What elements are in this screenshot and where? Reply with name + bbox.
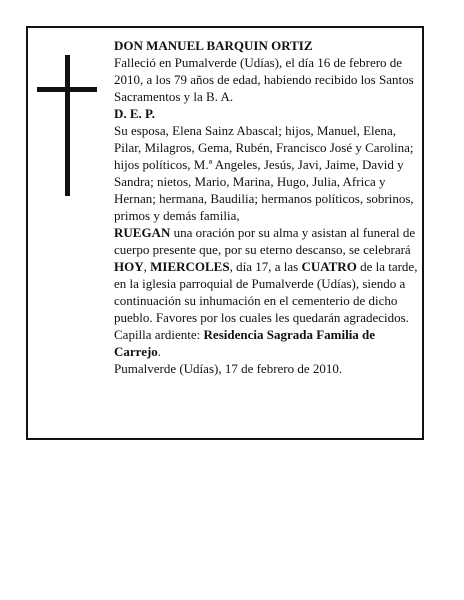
family-list: Su esposa, Elena Sainz Abascal; hijos, Manuel, Elena, Pilar, Milagros, Gema, Rubén, Francisco José y Carolina; hijos políticos, M.ª Angeles, Jesús, Javi, Jaime, David y Sandra; nietos, Mario, Marina, Hugo, Julia, Africa y Hernan; hermana, Baudilia; hermanos políticos, sobrinos, primos y demás familia, <box>114 123 414 223</box>
hoy-word: HOY <box>114 259 144 274</box>
deceased-name: DON MANUEL BARQUIN ORTIZ <box>114 38 313 53</box>
hour-word: CUATRO <box>301 259 357 274</box>
death-announcement: Falleció en Pumalverde (Udías), el día 16 de febrero de 2010, a los 79 años de edad, habiendo recibido los Santos Sacramentos y la B. A. <box>114 55 414 104</box>
request-separator: , <box>143 259 151 274</box>
chapel-place: Residencia Sagrada Familia de Carrejo <box>114 327 376 359</box>
funeral-request <box>114 224 418 326</box>
chapel-line <box>114 326 418 360</box>
request-text-3: de la tarde, en la iglesia parroquial de Pumalverde (Udías), siendo a continuación su inhumación en el cementerio de dicho pueblo. Favores por los cuales les quedarán agradecidos. <box>114 259 418 325</box>
ruegan-word: RUEGAN <box>114 225 171 240</box>
request-text-1: una oración por su alma y asistan al funeral de cuerpo presente que, por su eterno descanso, se celebrará <box>114 225 416 257</box>
closing-date-line: Pumalverde (Udías), 17 de febrero de 2010. <box>114 361 343 376</box>
cross-horizontal-bar <box>37 87 97 92</box>
cross-vertical-bar <box>65 55 70 196</box>
request-text-2: , día 17, a las <box>229 259 302 274</box>
obituary-text <box>114 37 418 377</box>
chapel-end: . <box>157 344 162 359</box>
chapel-label: Capilla ardiente: <box>114 327 204 342</box>
dep-line: D. E. P. <box>114 106 156 121</box>
cross-icon <box>37 55 97 196</box>
weekday-word: MIERCOLES <box>150 259 230 274</box>
